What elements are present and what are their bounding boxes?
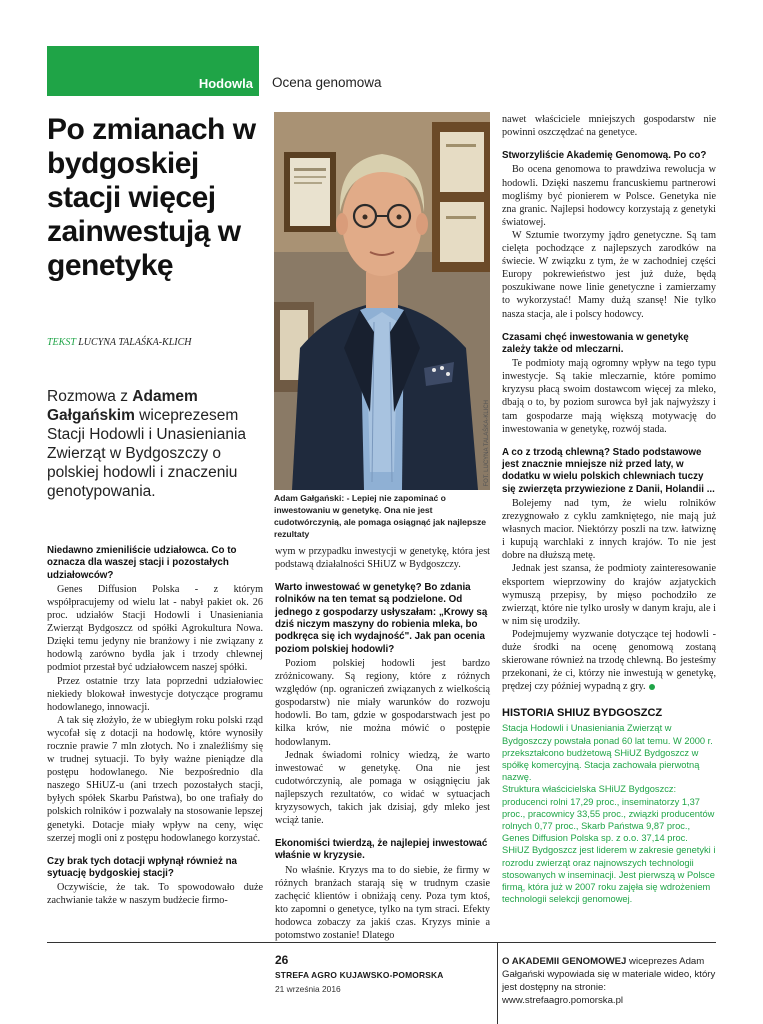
footer-divider [47,942,716,943]
final-answer-text: Podejmujemy wyzwanie dotyczące tej hodowli - duże środki na ocenę genomową zostaną skierowane również na trzodę chlewną. Bo jesteśmy przekonani, że ci, którzy nie inwestują w genetykę, prędzej czy później wypadną z gry. [502,628,716,693]
history-box-text: SHiUZ Bydgoszcz jest liderem w zakresie genetyki i rozrodu zwierząt oraz najnowszych technologii stosowanych w inseminacji. Jest pierwszą w Polsce firmą, która już w 2007 roku zajęła się wdrożeniem technologii selekcji genomowej. [502,845,716,905]
answer-paragraph: Te podmioty mają ogromny wpływ na tego typu inwestycje. Są takie mleczarnie, które pomimo kryzysu płacą swoim dostawcom więcej za mleko, dbają o to, by poziom surowca był jak najwyższy i tam gospodarze mają większą motywację do inwestowania w genetykę, rozwój stada. [502,358,716,435]
answer-paragraph: Poziom polskiej hodowli jest bardzo zróżnicowany. Są regiony, które z różnych względów (np. ograniczeń związanych z wielkością gospodarstw) nie miały warunków do rozwoju hodowli. Bo tam, gdzie w gospodarstwach jest po kilka krów, nie można mówić o postępie hodowlanym. [275,657,490,748]
article-column-1 [47,545,263,908]
author-label: TEKST [47,337,76,348]
question-3: Warto inwestować w genetykę? Bo zdania rolników na ten temat są podzielone. Od jednego z gospodarzy usłyszałam: „Krowy są dziś niczym maszyny do robienia mleka, bo podkręca się ich wydajność". Jak pan ocenia poziom polskiej hodowli? [275,582,488,655]
lead-prefix: Rozmowa z [47,388,133,405]
footer-note-text: wiceprezes Adam Gałgański wypowiada się w materiale wideo, który jest dostępny na stronie: www.strefaagro.pomorska.pl [502,956,716,1006]
publication-name: STREFA AGRO KUJAWSKO-POMORSKA [275,970,444,980]
question-6: Czasami chęć inwestowania w genetykę zależy także od mleczarni. [502,331,689,355]
article-column-3 [502,113,716,906]
photo-credit: FOT. LUCYNA TALAŚKA-KLICH [484,400,490,487]
author-name: LUCYNA TALAŚKA-KLICH [78,337,192,348]
answer-paragraph: Jednak jest szansa, że podmioty zainteresowanie eksportem wieprzowiny do krajów azjatyckich wymuszą przepisy, by mięso pochodziło ze zwierząt, które nie tylko urosły w danym kraju, ale i w nim się urodziły. [502,563,716,627]
article-lead [47,387,273,501]
lead-rest: wiceprezesem Stacji Hodowli i Unasieniania Zwierząt w Bydgoszczy o polskiej hodowli i znaczeniu genotypowania. [47,407,247,500]
answer-paragraph: Przez ostatnie trzy lata poprzedni udziałowiec niekiedy blokował inwestycje dotyczące programu hodowlanego, innowacji. [47,675,263,713]
footer-video-note [502,955,716,1007]
portrait-illustration [274,112,490,490]
publication-date: 21 września 2016 [275,984,341,994]
page-number: 26 [275,953,289,967]
article-column-2 [275,545,490,942]
answer-paragraph: wym w przypadku inwestycji w genetykę, która jest podstawą działalności SHiUZ w Bydgoszczy. [275,546,490,571]
answer-paragraph: nawet właściciele mniejszych gospodarstw nie powinni oszczędzać na genetyce. [502,114,716,139]
question-4: Ekonomiści twierdzą, że najlepiej inwestować właśnie w kryzysie. [275,838,488,862]
answer-paragraph: Oczywiście, że tak. To spowodowało duże zachwianie także w naszym budżecie firmo- [47,882,263,907]
section-label: Hodowla [198,76,253,91]
answer-paragraph: Bo ocena genomowa to prawdziwa rewolucja w hodowli. Dzięki naszemu francuskiemu partnerowi mogliśmy być pionierem w Polsce. Genetyka nie zna granic. Najlepsi hodowcy korzystają z genetyki światowej. [502,164,716,228]
article-headline: Po zmianach w bydgoskiej stacji więcej zainwestują w genetykę [47,113,256,282]
answer-paragraph: Genes Diffusion Polska - z którym współpracujemy od wielu lat - nabył pakiet ok. 26 proc. udziałów Stacji Hodowli i Unasieniania Zwierząt Bydgoszcz od spółki Agrokultura Nowa. Dzięki temu jedyny nie branżowy i nie związany z hodowlą zarówno bydła jak i trzody chlewnej podmiot przestał być udziałowcem naszej spółki. [47,583,263,674]
caption-text: - Lepiej nie zapominać o inwestowaniu w genetykę. Ona nie jest cudotwórczynią, ale pomaga osiągnąć jak najlepsze rezultaty [274,493,487,539]
answer-paragraph: Jednak świadomi rolnicy wiedzą, że warto inwestować w genetykę. Ona nie jest cudotwórczynią, ale pomaga w osiągnięciu jak najlepszych rezultatów, co widać w sytuacjach kryzysowych, takich jak dzisiaj, gdy mleko jest wciąż tanie. [275,749,490,827]
subsection-label: Ocena genomowa [272,75,382,90]
answer-paragraph: Bolejemy nad tym, że wielu rolników zrezygnowało z cyklu zamkniętego, nie mają już własnych macior. Niektórzy poszli na tzw. łatwiznę i kupują warchlaki z innych krajów. To nie jest dobre na dłuższą metę. [502,497,716,562]
photo-caption [274,492,490,540]
answer-paragraph: No właśnie. Kryzys ma to do siebie, że firmy w różnych branżach starają się w trudnym czasie zachęcić klientów i obniżają ceny. Poza tym ktoś, kto zapomni o genetyce, tylko na tym straci. Efekty hodowca zobaczy za jakiś czas. Kryzys minie a potomstwo zostanie! Dlatego [275,864,490,942]
question-1: Niedawno zmieniliście udziałowca. Co to oznacza dla waszej stacji i pozostałych udziałowców? [47,545,237,581]
history-box-text: Stacja Hodowli i Unasieniania Zwierząt w Bydgoszczy powstała ponad 60 lat temu. W 2000 r. przekształcono budżetową SHiUZ Bydgoszcz w spółkę komercyjną. Stacja zachowała pierwotną nazwę. [502,723,713,783]
portrait-photo [274,112,490,490]
answer-paragraph-final [502,628,716,693]
answer-paragraph: W Sztumie tworzymy jądro genetyczne. Są tam cielęta pochodzące z najlepszych zarodków na świecie. W związku z tym, że w zachodniej części Europy pokrewieństwo jest już duże, będą poszukiwane nowe linie genetyczne i zamierzamy to wykorzystać! Mamy dużą szansę! Nie tylko nasza stacja, ale i polscy hodowcy. [502,229,716,320]
question-5: Stworzyliście Akademię Genomową. Po co? [502,150,707,162]
footer-note-title: O AKADEMII GENOMOWEJ [502,956,627,967]
author-credit [47,337,192,348]
history-box-title: HISTORIA SHIUZ BYDGOSZCZ [502,707,663,720]
question-2: Czy brak tych dotacji wpłynął również na sytuację bydgoskiej stacji? [47,855,237,880]
answer-paragraph: A tak się złożyło, że w ubiegłym roku polski rząd wycofał się z dotacji na hodowlę, które wynosiły rocznie prawie 7 mln złotych. No i znaleźliśmy się w trudnej sytuacji. To były ważne pieniądze dla postępu hodowlanego. Nie bezpośrednio dla naszego SHiUZ-u (ani trzech pozostałych stacji, byłych spółek Skarbu Państwa), bo one trafiały do polskich rolników i pozwalały na stosowanie lepszej genetyki. Dotacje miały wpływ na ceny, więc szerzej mogli oni z postępu hodowlanego korzystać. [47,714,263,844]
caption-name: Adam Gałgański: [274,493,345,503]
end-of-article-dot-icon [649,684,655,690]
history-box-text: Struktura właścicielska SHiUZ Bydgoszcz: producenci rolni 17,29 proc., inseminatorzy 1,37 proc., pracownicy 33,55 proc., związki producentów rolnych 0,77 proc., Skarb Państwa 9,87 proc., Genes Diffusion Polska sp. z o.o. 37,14 proc. [502,784,715,844]
question-7: A co z trzodą chlewną? Stado podstawowe jest znacznie mniejsze niż przed laty, w dodatku w wielu polskich chlewniach tuczy się zwierzęta przywiezione z Danii, Holandii ... [502,446,715,495]
footer-vertical-divider [497,942,498,1024]
lead-interviewee: Adamem Gałgańskim [47,388,198,424]
